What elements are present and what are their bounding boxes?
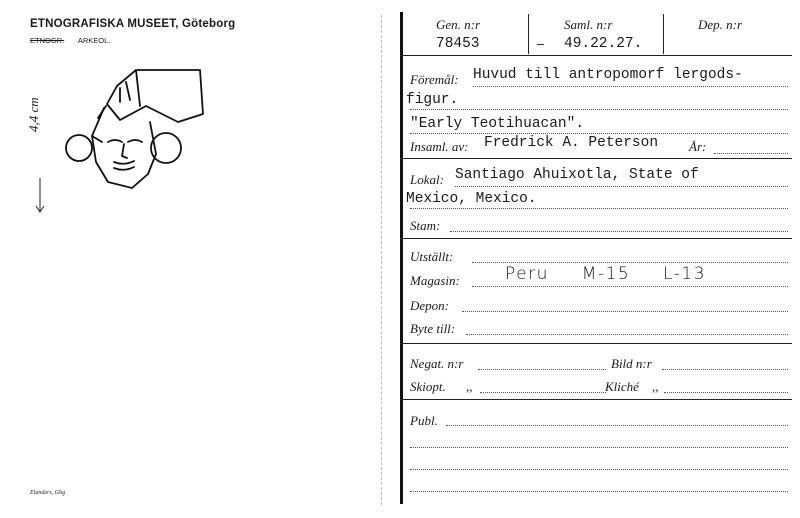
magasin-label: Magasin: xyxy=(410,273,460,288)
skiopt-ditto: ,, xyxy=(466,379,473,394)
lokal-label: Lokal: xyxy=(410,172,444,187)
rule-3 xyxy=(400,238,792,239)
saml-dash xyxy=(537,44,544,45)
depon-dots xyxy=(462,311,788,312)
kliche-label: Kliché xyxy=(605,379,639,394)
gen-label: Gen. n:r xyxy=(436,17,481,32)
magasin-dots xyxy=(472,286,788,287)
fold-line xyxy=(381,15,382,505)
publ-dots-3 xyxy=(410,469,788,470)
foremal-dots-2 xyxy=(410,109,788,110)
foremal-value-line1: Huvud till antropomorf lergods- xyxy=(473,67,743,83)
depon-label: Depon: xyxy=(410,298,449,313)
gen-value: 78453 xyxy=(436,36,480,52)
ar-dots xyxy=(714,153,788,154)
stam-label: Stam: xyxy=(410,218,441,233)
foremal-label: Föremål: xyxy=(410,72,459,87)
department-row xyxy=(30,36,110,45)
utstallt-label: Utställt: xyxy=(410,249,454,264)
dep-label: Dep. n:r xyxy=(698,17,743,32)
publ-dots-2 xyxy=(410,447,788,448)
negat-dots xyxy=(478,369,606,370)
utstallt-dots xyxy=(472,262,788,263)
saml-value: 49.22.27. xyxy=(564,36,643,52)
header-divider-2 xyxy=(663,14,664,54)
header-divider-1 xyxy=(528,14,529,54)
lokal-dots-2 xyxy=(410,208,788,209)
skiopt-dots xyxy=(480,392,606,393)
bild-label: Bild n:r xyxy=(611,356,652,371)
museum-name: ETNOGRAFISKA MUSEET, Göteborg xyxy=(30,18,236,30)
stam-dots xyxy=(450,231,788,232)
figurine-sketch xyxy=(60,62,220,192)
publ-dots-4 xyxy=(410,491,788,492)
foremal-dots-3 xyxy=(410,133,788,134)
rule-5 xyxy=(400,399,792,400)
kliche-dots xyxy=(664,392,788,393)
saml-label: Saml. n:r xyxy=(564,17,613,32)
lokal-value-line2: Mexico, Mexico. xyxy=(406,191,537,207)
printer-credit: Elanders, Gbg xyxy=(30,490,65,496)
publ-label: Publ. xyxy=(410,413,438,428)
foremal-value-line3: "Early Teotihuacan". xyxy=(410,116,585,132)
kliche-ditto: ,, xyxy=(652,379,659,394)
foremal-dots-1 xyxy=(473,86,788,87)
lokal-dots-1 xyxy=(455,186,788,187)
department-struck: ETNOGR. xyxy=(30,36,65,45)
byte-label: Byte till: xyxy=(410,321,456,336)
skiopt-label: Skiopt. xyxy=(410,379,446,394)
negat-label: Negat. n:r xyxy=(410,356,464,371)
insaml-label: Insaml. av: xyxy=(410,139,469,154)
magasin-value: Peru M-15 L-13 xyxy=(505,264,707,284)
foremal-value-line2: figur. xyxy=(406,92,459,108)
card-rule-vertical xyxy=(400,12,403,504)
ar-label: År: xyxy=(689,139,707,154)
rule-2 xyxy=(400,158,792,159)
publ-dots-1 xyxy=(446,425,788,426)
dimension-label: 4,4 cm xyxy=(26,97,41,132)
byte-dots xyxy=(466,334,788,335)
lokal-value-line1: Santiago Ahuixotla, State of xyxy=(455,167,699,183)
header-rule xyxy=(400,55,792,56)
rule-4 xyxy=(400,343,792,344)
insaml-value: Fredrick A. Peterson xyxy=(484,135,659,151)
bild-dots xyxy=(662,369,788,370)
department: ARKEOL. xyxy=(77,36,111,45)
